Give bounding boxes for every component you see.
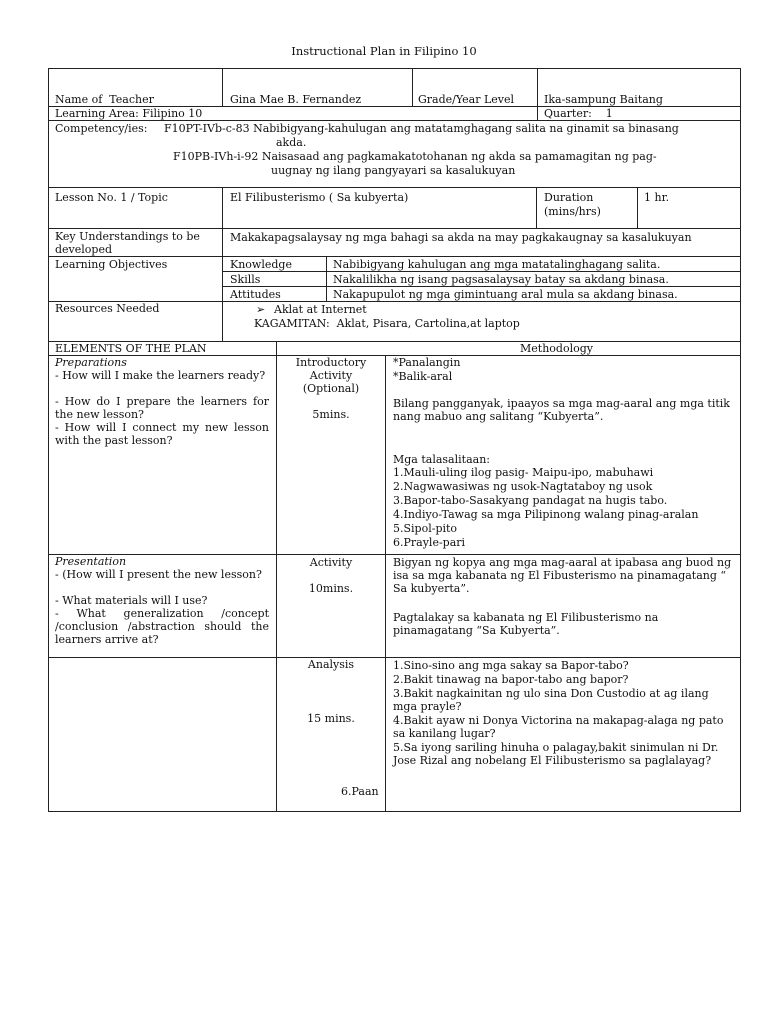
presentation-question-2: - What materials will I use? <box>55 594 208 607</box>
learning-objectives-label: Learning Objectives <box>55 258 168 271</box>
bullet-arrow-icon: ➢ <box>256 303 266 316</box>
learning-area: Learning Area: Filipino 10 <box>55 107 203 120</box>
intro-label-3: (Optional) <box>302 382 360 395</box>
analysis-question-4: 4.Bakit ayaw ni Donya Victorina na makapag-alaga ng pato sa kanilang lugar? <box>393 714 724 740</box>
vocab-item: 2.Nagwawasiwas ng usok-Nagtataboy ng usok <box>393 480 653 493</box>
resources-item-1: Aklat at Internet <box>274 303 367 316</box>
grade-level-value: Ika-sampung Baitang <box>544 93 663 106</box>
intro-method-2: *Balik-aral <box>393 370 453 383</box>
activity-label: Activity <box>309 556 353 569</box>
vocab-title: Mga talasalitaan: <box>393 453 490 466</box>
attitudes-label: Attitudes <box>230 288 281 301</box>
intro-label-2: Activity <box>309 369 353 382</box>
activity-paragraph-2: Pagtalakay sa kabanata ng El Filibusterismo na pinamagatang “Sa Kubyerta”. <box>393 611 659 637</box>
intro-method-3: Bilang pangganyak, ipaayos sa mga mag-aaral ang mga titik nang mabuo ang salitang “Kubyerta”. <box>393 397 730 423</box>
key-understandings-value: Makakapagsalaysay ng mga bahagi sa akda na may pagkakaugnay sa kasalukuyan <box>230 231 692 244</box>
skills-value: Nakalilikha ng isang pagsasalaysay batay sa akdang binasa. <box>333 273 669 286</box>
elements-header: ELEMENTS OF THE PLAN <box>55 342 207 355</box>
resources-label: Resources Needed <box>55 302 160 315</box>
vocab-item: 6.Prayle-pari <box>393 536 466 549</box>
instructional-plan-table <box>48 68 741 812</box>
knowledge-value: Nabibigyang kahulugan ang mga matatalinghagang salita. <box>333 258 661 271</box>
lesson-label: Lesson No. 1 / Topic <box>55 191 168 204</box>
analysis-question-1: 1.Sino-sino ang mga sakay sa Bapor-tabo? <box>393 659 629 672</box>
analysis-question-3: 3.Bakit nagkainitan ng ulo sina Don Custodio at ag ilang mga prayle? <box>393 687 709 713</box>
quarter: Quarter: 1 <box>544 107 613 120</box>
vocab-item: 1.Mauli-uling ilog pasig- Maipu-ipo, mabuhawi <box>393 466 654 479</box>
teacher-name-value: Gina Mae B. Fernandez <box>230 93 362 106</box>
skills-label: Skills <box>230 273 261 286</box>
intro-method-1: *Panalangin <box>393 356 461 369</box>
intro-label-1: Introductory <box>295 356 367 369</box>
analysis-time: 15 mins. <box>307 712 355 725</box>
duration-value: 1 hr. <box>644 191 670 204</box>
activity-time: 10mins. <box>308 582 354 595</box>
analysis-question-2: 2.Bakit tinawag na bapor-tabo ang bapor? <box>393 673 629 686</box>
competency-line-2b: uugnay ng ilang pangyayari sa kasalukuyan <box>271 164 516 177</box>
presentation-title: Presentation <box>55 555 127 568</box>
duration-label-1: Duration <box>544 191 594 204</box>
key-understandings-label-1: Key Understandings to be <box>55 230 200 243</box>
vocab-item: 4.Indiyo-Tawag sa mga Pilipinong walang pinag-aralan <box>393 508 699 521</box>
methodology-header: Methodology <box>520 342 593 355</box>
knowledge-label: Knowledge <box>230 258 292 271</box>
lesson-topic: El Filibusterismo ( Sa kubyerta) <box>230 191 409 204</box>
grade-level-label: Grade/Year Level <box>418 93 515 106</box>
page-title: Instructional Plan in Filipino 10 <box>291 44 477 58</box>
analysis-extra: 6.Paan <box>341 785 379 798</box>
preparations-question-2: - How do I prepare the learners for the new lesson? <box>55 395 269 421</box>
vocab-item: 5.Sipol-pito <box>393 522 458 535</box>
competency-line-1: F10PT-IVb-c-83 Nabibigyang-kahulugan ang matatamghagang salita na ginamit sa binasang <box>164 122 679 135</box>
presentation-question-1: - (How will I present the new lesson? <box>55 568 262 581</box>
teacher-name-label: Name of Teacher <box>55 93 154 106</box>
preparations-question-3: - How will I connect my new lesson with the past lesson? <box>55 421 269 447</box>
key-understandings-label-2: developed <box>55 243 113 256</box>
competency-line-2: F10PB-IVh-i-92 Naisasaad ang pagkamakatotohanan ng akda sa pamamagitan ng pag- <box>173 150 657 163</box>
analysis-question-5: 5.Sa iyong sariling hinuha o palagay,bakit sinimulan ni Dr. Jose Rizal ang nobelang El Filibusterismo sa paglalayag? <box>393 741 719 767</box>
duration-label-2: (mins/hrs) <box>544 205 601 218</box>
preparations-question-1: - How will I make the learners ready? <box>55 369 266 382</box>
activity-paragraph-1: Bigyan ng kopya ang mga mag-aaral at ipabasa ang buod ng isa sa mga kabanata ng El Fibusterismo na pinamagatang “ Sa kubyerta”. <box>393 556 732 595</box>
vocab-item: 3.Bapor-tabo-Sasakyang pandagat na hugis tabo. <box>393 494 668 507</box>
intro-time: 5mins. <box>312 408 350 421</box>
competency-line-1b: akda. <box>276 136 307 149</box>
competency-label: Competency/ies: <box>55 122 148 135</box>
preparations-title: Preparations <box>55 356 127 369</box>
attitudes-value: Nakapupulot ng mga gimintuang aral mula sa akdang binasa. <box>333 288 678 301</box>
analysis-label: Analysis <box>307 658 355 671</box>
presentation-question-3: - What generalization /concept /conclusion /abstraction should the learners arrive at? <box>55 607 269 646</box>
resources-item-2: KAGAMITAN: Aklat, Pisara, Cartolina,at laptop <box>254 317 520 330</box>
